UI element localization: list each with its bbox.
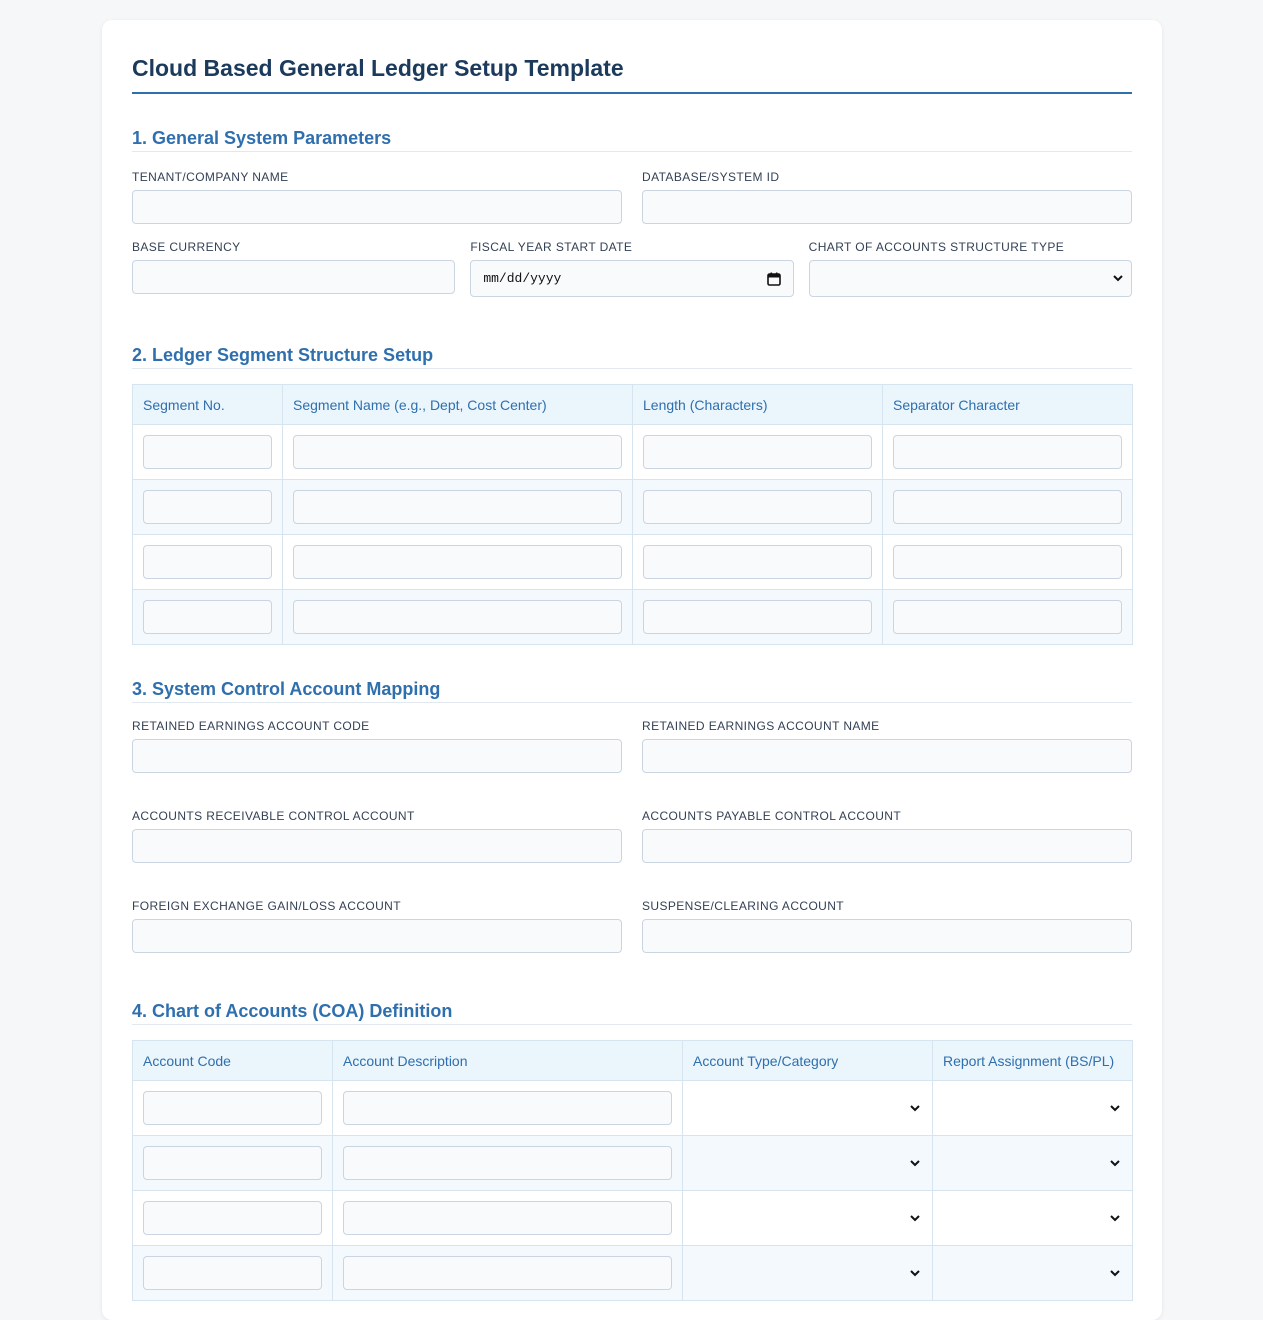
column-header: Segment Name (e.g., Dept, Cost Center) [283, 385, 633, 425]
chevron-down-icon [1110, 1105, 1120, 1112]
report-assignment-select[interactable] [943, 1201, 1122, 1235]
field-label: RETAINED EARNINGS ACCOUNT CODE [132, 719, 370, 733]
field-label: SUSPENSE/CLEARING ACCOUNT [642, 899, 845, 913]
fiscal-year-date-input[interactable] [470, 260, 793, 297]
section-segment-structure [132, 341, 1132, 645]
column-header: Report Assignment (BS/PL) [933, 1041, 1133, 1081]
segment-name-input[interactable] [293, 545, 622, 579]
column-header: Account Type/Category [683, 1041, 933, 1081]
segment-name-input[interactable] [293, 435, 622, 469]
segment-no-input[interactable] [143, 435, 272, 469]
report-assignment-select[interactable] [943, 1256, 1122, 1290]
chevron-down-icon [910, 1105, 920, 1112]
table-row [133, 590, 1133, 645]
separator-input[interactable] [893, 435, 1122, 469]
database-field [642, 169, 1132, 224]
field-label: ACCOUNTS PAYABLE CONTROL ACCOUNT [642, 809, 902, 823]
segment-no-input[interactable] [143, 490, 272, 524]
account-code-input[interactable] [143, 1256, 322, 1290]
tenant-name-input[interactable] [132, 190, 622, 224]
account-type-select[interactable] [693, 1146, 922, 1180]
account-description-input[interactable] [343, 1146, 672, 1180]
account-code-input[interactable] [143, 1146, 322, 1180]
segment-table [132, 384, 1133, 645]
segment-name-input[interactable] [293, 490, 622, 524]
account-description-input[interactable] [343, 1256, 672, 1290]
table-header-row [133, 385, 1133, 425]
table-header-row [133, 1041, 1133, 1081]
date-placeholder: mm/dd/yyyy [483, 271, 562, 286]
section-title: 3. System Control Account Mapping [132, 675, 1132, 703]
chevron-down-icon [1110, 1270, 1120, 1277]
coa-structure-select[interactable] [809, 260, 1132, 297]
field-label: RETAINED EARNINGS ACCOUNT NAME [642, 719, 880, 733]
field-label: FOREIGN EXCHANGE GAIN/LOSS ACCOUNT [132, 899, 401, 913]
suspense-field [642, 898, 1132, 953]
table-row [133, 535, 1133, 590]
ar-control-account-input[interactable] [132, 829, 622, 863]
suspense-account-input[interactable] [642, 919, 1132, 953]
chevron-down-icon [910, 1215, 920, 1222]
column-header: Account Description [333, 1041, 683, 1081]
segment-no-input[interactable] [143, 600, 272, 634]
table-row [133, 1191, 1133, 1246]
separator-input[interactable] [893, 490, 1122, 524]
table-row [133, 1136, 1133, 1191]
ap-field [642, 808, 1132, 863]
coa-table [132, 1040, 1133, 1301]
chevron-down-icon [1110, 1160, 1120, 1167]
retained-earnings-name-input[interactable] [642, 739, 1132, 773]
currency-field [132, 239, 455, 297]
account-type-select[interactable] [693, 1091, 922, 1125]
ar-field [132, 808, 622, 863]
field-label: FISCAL YEAR START DATE [470, 240, 633, 254]
database-id-input[interactable] [642, 190, 1132, 224]
table-row [133, 1081, 1133, 1136]
section-title: 4. Chart of Accounts (COA) Definition [132, 997, 1132, 1025]
segment-length-input[interactable] [643, 435, 872, 469]
separator-input[interactable] [893, 545, 1122, 579]
section-control-accounts [132, 675, 1132, 953]
segment-no-input[interactable] [143, 545, 272, 579]
chevron-down-icon [1110, 1215, 1120, 1222]
field-label: BASE CURRENCY [132, 240, 241, 254]
report-assignment-select[interactable] [943, 1146, 1122, 1180]
chevron-down-icon [910, 1160, 920, 1167]
re-name-field [642, 718, 1132, 773]
retained-earnings-code-input[interactable] [132, 739, 622, 773]
field-label: TENANT/COMPANY NAME [132, 170, 289, 184]
field-label: DATABASE/SYSTEM ID [642, 170, 780, 184]
column-header: Segment No. [133, 385, 283, 425]
account-type-select[interactable] [693, 1256, 922, 1290]
account-code-input[interactable] [143, 1091, 322, 1125]
field-label: ACCOUNTS RECEIVABLE CONTROL ACCOUNT [132, 809, 415, 823]
separator-input[interactable] [893, 600, 1122, 634]
calendar-icon[interactable] [767, 272, 781, 286]
table-row [133, 1246, 1133, 1301]
account-code-input[interactable] [143, 1201, 322, 1235]
report-assignment-select[interactable] [943, 1091, 1122, 1125]
fx-gain-loss-input[interactable] [132, 919, 622, 953]
account-type-select[interactable] [693, 1201, 922, 1235]
table-row [133, 425, 1133, 480]
section-title: 2. Ledger Segment Structure Setup [132, 341, 1132, 369]
re-code-field [132, 718, 622, 773]
account-description-input[interactable] [343, 1201, 672, 1235]
page-title: Cloud Based General Ledger Setup Template [132, 20, 1132, 94]
field-label: CHART OF ACCOUNTS STRUCTURE TYPE [808, 240, 1065, 254]
column-header: Separator Character [883, 385, 1133, 425]
tenant-field [132, 169, 622, 224]
section-general-parameters [132, 124, 1132, 297]
base-currency-input[interactable] [132, 260, 455, 294]
ap-control-account-input[interactable] [642, 829, 1132, 863]
column-header: Length (Characters) [633, 385, 883, 425]
coa-type-field [809, 239, 1132, 297]
fx-field [132, 898, 622, 953]
form-card [102, 20, 1162, 1320]
segment-name-input[interactable] [293, 600, 622, 634]
table-row [133, 480, 1133, 535]
section-title: 1. General System Parameters [132, 124, 1132, 152]
chevron-down-icon [1113, 275, 1123, 282]
segment-length-input[interactable] [643, 490, 872, 524]
fiscal-field [470, 239, 793, 297]
column-header: Account Code [133, 1041, 333, 1081]
account-description-input[interactable] [343, 1091, 672, 1125]
segment-length-input[interactable] [643, 600, 872, 634]
chevron-down-icon [910, 1270, 920, 1277]
segment-length-input[interactable] [643, 545, 872, 579]
section-coa-definition [132, 997, 1132, 1301]
